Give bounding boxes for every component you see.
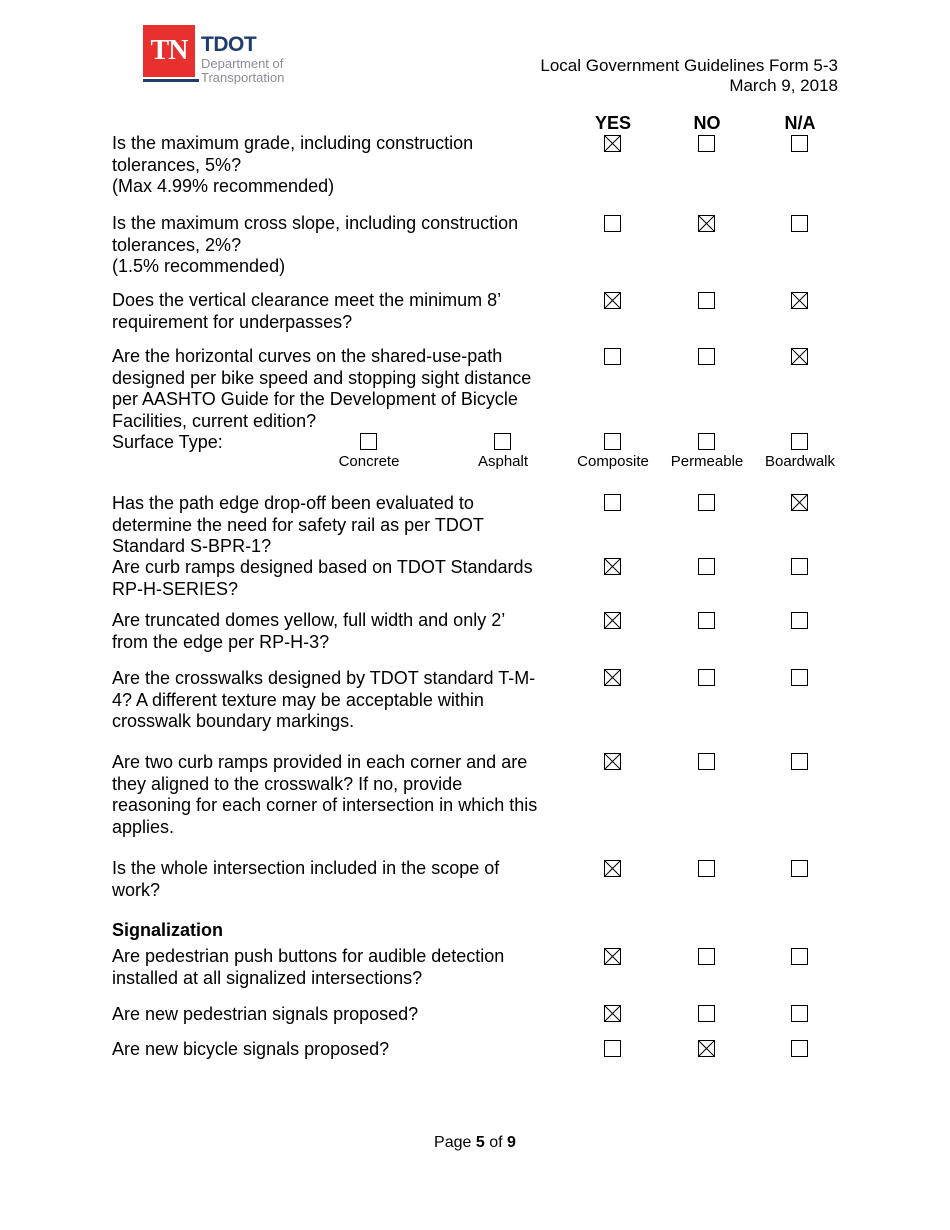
vertical-clearance-na-checkbox[interactable]: [791, 292, 808, 309]
horizontal-curves-na-checkbox[interactable]: [791, 348, 808, 365]
drop-off-yes-checkbox[interactable]: [604, 494, 621, 511]
question-bike-signals: Are new bicycle signals proposed?: [112, 1039, 390, 1059]
form-title: Local Government Guidelines Form 5-3: [540, 56, 838, 75]
surface-option-permeable-label: Permeable: [670, 453, 744, 470]
question-horizontal-curves: Are the horizontal curves on the shared-use-path designed per bike speed and stopping sight distance per AASHTO Guide for the Development of Bicycle Facilities, current edition? Surface Type:: [112, 346, 562, 454]
ped-signals-no-checkbox[interactable]: [698, 1005, 715, 1022]
truncated-domes-yes-checkbox[interactable]: [604, 612, 621, 629]
crosswalks-yes-checkbox[interactable]: [604, 669, 621, 686]
cross-slope-no-checkbox[interactable]: [698, 215, 715, 232]
drop-off-no-checkbox[interactable]: [698, 494, 715, 511]
cross-slope-yes-checkbox[interactable]: [604, 215, 621, 232]
question-max-grade: Is the maximum grade, including construction tolerances, 5%? (Max 4.99% recommended): [112, 133, 474, 196]
drop-off-na-checkbox[interactable]: [791, 494, 808, 511]
question-curb-ramps: Are curb ramps designed based on TDOT Standards RP-H-SERIES?: [112, 557, 533, 599]
question-two-curb-ramps: Are two curb ramps provided in each corner and are they aligned to the crosswalk? If no, provide reasoning for each corner of intersection in which this applies.: [112, 752, 538, 837]
column-header-yes: YES: [594, 113, 632, 133]
crosswalks-no-checkbox[interactable]: [698, 669, 715, 686]
logo-underline: [143, 79, 199, 82]
curb-ramps-yes-checkbox[interactable]: [604, 558, 621, 575]
surface-option-concrete-checkbox[interactable]: [360, 433, 377, 450]
ped-signals-na-checkbox[interactable]: [791, 1005, 808, 1022]
horizontal-curves-no-checkbox[interactable]: [698, 348, 715, 365]
push-buttons-yes-checkbox[interactable]: [604, 948, 621, 965]
curb-ramps-na-checkbox[interactable]: [791, 558, 808, 575]
question-drop-off: Has the path edge drop-off been evaluated to determine the need for safety rail as per TDOT Standard S-BPR-1?: [112, 493, 484, 556]
surface-option-asphalt-label: Asphalt: [477, 453, 529, 470]
surface-option-boardwalk-checkbox[interactable]: [791, 433, 808, 450]
push-buttons-na-checkbox[interactable]: [791, 948, 808, 965]
page-footer: Page 5 of 9: [434, 1134, 516, 1151]
surface-type-label: Surface Type:: [112, 432, 223, 452]
cross-slope-na-checkbox[interactable]: [791, 215, 808, 232]
page-current: 5: [475, 1134, 485, 1151]
truncated-domes-no-checkbox[interactable]: [698, 612, 715, 629]
bike-signals-yes-checkbox[interactable]: [604, 1040, 621, 1057]
bike-signals-na-checkbox[interactable]: [791, 1040, 808, 1057]
crosswalks-na-checkbox[interactable]: [791, 669, 808, 686]
question-whole-intersection: Is the whole intersection included in the scope of work?: [112, 858, 500, 900]
surface-option-composite-label: Composite: [577, 453, 649, 470]
truncated-domes-na-checkbox[interactable]: [791, 612, 808, 629]
max-grade-yes-checkbox[interactable]: [604, 135, 621, 152]
question-ped-signals: Are new pedestrian signals proposed?: [112, 1004, 419, 1024]
max-grade-no-checkbox[interactable]: [698, 135, 715, 152]
question-vertical-clearance: Does the vertical clearance meet the minimum 8’ requirement for underpasses?: [112, 290, 502, 332]
form-date: March 9, 2018: [729, 76, 838, 95]
question-truncated-domes: Are truncated domes yellow, full width and only 2’ from the edge per RP-H-3?: [112, 610, 506, 652]
page-total: 9: [507, 1134, 516, 1151]
whole-intersection-na-checkbox[interactable]: [791, 860, 808, 877]
question-push-buttons: Are pedestrian push buttons for audible detection installed at all signalized intersections?: [112, 946, 505, 988]
surface-option-composite-checkbox[interactable]: [604, 433, 621, 450]
two-curb-ramps-no-checkbox[interactable]: [698, 753, 715, 770]
whole-intersection-yes-checkbox[interactable]: [604, 860, 621, 877]
surface-option-boardwalk-label: Boardwalk: [764, 453, 836, 470]
max-grade-na-checkbox[interactable]: [791, 135, 808, 152]
horizontal-curves-yes-checkbox[interactable]: [604, 348, 621, 365]
logo-subtitle-line2: Transportation: [201, 70, 285, 85]
tdot-logo: [143, 25, 293, 87]
two-curb-ramps-yes-checkbox[interactable]: [604, 753, 621, 770]
curb-ramps-no-checkbox[interactable]: [698, 558, 715, 575]
tn-logo-mark: TN: [143, 25, 195, 77]
column-header-na: N/A: [784, 113, 816, 133]
push-buttons-no-checkbox[interactable]: [698, 948, 715, 965]
form-identifier: [540, 56, 838, 96]
logo-title: TDOT: [201, 33, 257, 56]
vertical-clearance-yes-checkbox[interactable]: [604, 292, 621, 309]
column-header-no: NO: [693, 113, 721, 133]
surface-option-permeable-checkbox[interactable]: [698, 433, 715, 450]
surface-option-asphalt-checkbox[interactable]: [494, 433, 511, 450]
question-cross-slope: Is the maximum cross slope, including construction tolerances, 2%? (1.5% recommended): [112, 213, 519, 276]
whole-intersection-no-checkbox[interactable]: [698, 860, 715, 877]
ped-signals-yes-checkbox[interactable]: [604, 1005, 621, 1022]
bike-signals-no-checkbox[interactable]: [698, 1040, 715, 1057]
question-crosswalks: Are the crosswalks designed by TDOT standard T-M- 4? A different texture may be acceptable within crosswalk boundary markings.: [112, 668, 536, 731]
surface-option-concrete-label: Concrete: [338, 453, 400, 470]
vertical-clearance-no-checkbox[interactable]: [698, 292, 715, 309]
section-heading-signalization: Signalization: [112, 920, 224, 940]
two-curb-ramps-na-checkbox[interactable]: [791, 753, 808, 770]
logo-subtitle-line1: Department of: [201, 56, 284, 71]
